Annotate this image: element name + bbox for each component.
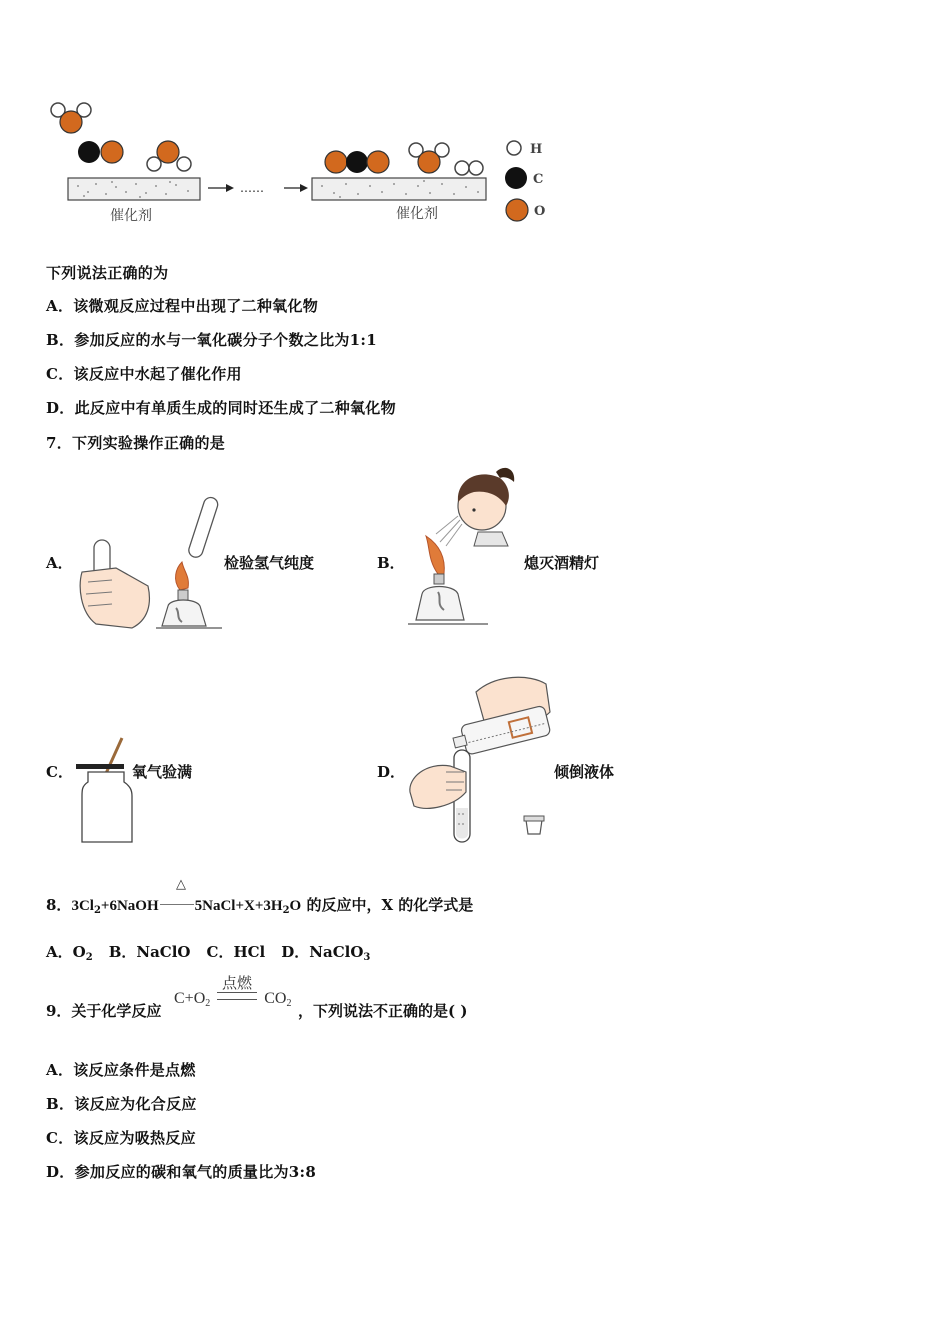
reaction-diagram bbox=[44, 98, 564, 232]
q8-option-c: C．HCl bbox=[206, 943, 266, 961]
q8-stem: 8．$3Cl_2+6NaOH$ $5NaCl+X+3H_2O$ 的反应中，X 的化学式是 bbox=[46, 896, 474, 916]
q6-option-b: B．参加反应的水与一氧化碳分子个数之比为1:1 bbox=[46, 331, 377, 349]
water-molecule-1 bbox=[51, 103, 91, 133]
q7-d-letter: D． bbox=[377, 763, 406, 781]
q9-stem-post: ，下列说法不正确的是( ) bbox=[298, 1002, 468, 1020]
water-molecule-3 bbox=[409, 143, 449, 173]
q7-a-illustration bbox=[72, 494, 232, 636]
q6-option-d: D．此反应中有单质生成的同时还生成了二种氧化物 bbox=[46, 399, 396, 417]
q7-b-illustration bbox=[404, 462, 524, 634]
q7-c-letter: C． bbox=[46, 763, 73, 781]
svg-text:C: C bbox=[533, 172, 544, 187]
q9-option-c: C．该反应为吸热反应 bbox=[46, 1129, 196, 1147]
q8-options bbox=[46, 941, 370, 963]
h2-molecule bbox=[455, 161, 483, 175]
progress-dots: …… bbox=[240, 181, 264, 195]
q7-a-letter: A． bbox=[46, 554, 73, 572]
q8-condition: △ bbox=[176, 876, 186, 891]
catalyst-label-left: 催化剂 bbox=[110, 208, 152, 224]
q9-option-a: A．该反应条件是点燃 bbox=[46, 1061, 196, 1079]
q9-condition: 点燃 bbox=[222, 974, 253, 992]
co2-molecule bbox=[325, 151, 389, 173]
atom-legend bbox=[505, 141, 545, 221]
co-molecule-1 bbox=[78, 141, 123, 163]
q9-option-d: D．参加反应的碳和氧气的质量比为3:8 bbox=[46, 1163, 317, 1181]
q9-equation: $C+O_2$ $CO_2$ bbox=[174, 990, 292, 1009]
q7-stem: 7．下列实验操作正确的是 bbox=[46, 434, 226, 452]
svg-text:H: H bbox=[530, 142, 543, 157]
q6-option-a: A．该微观反应过程中出现了二种氧化物 bbox=[46, 297, 319, 315]
q8-option-a: A．$O_2$ bbox=[46, 943, 93, 963]
q7-d-caption: 倾倒液体 bbox=[554, 763, 615, 781]
q7-d-illustration bbox=[406, 668, 556, 848]
q7-c-caption: 氧气验满 bbox=[132, 763, 193, 781]
q6-stem: 下列说法正确的为 bbox=[46, 264, 169, 282]
q7-c-illustration bbox=[74, 734, 136, 848]
catalyst-label-right: 催化剂 bbox=[396, 206, 438, 222]
q7-b-letter: B． bbox=[377, 554, 405, 572]
q8-option-d: D．NaClO$_3$ bbox=[281, 943, 371, 963]
catalyst-block-left bbox=[68, 178, 200, 200]
q6-option-c: C．该反应中水起了催化作用 bbox=[46, 365, 242, 383]
q9-option-b: B．该反应为化合反应 bbox=[46, 1095, 197, 1113]
catalyst-block-right bbox=[312, 178, 486, 200]
q8-option-b: B．NaClO bbox=[108, 943, 191, 961]
svg-text:O: O bbox=[534, 204, 546, 219]
q7-a-caption: 检验氢气纯度 bbox=[224, 554, 315, 572]
q7-b-caption: 熄灭酒精灯 bbox=[524, 554, 600, 572]
water-molecule-2 bbox=[147, 141, 191, 171]
q9-stem-pre: 9．关于化学反应 bbox=[46, 1002, 162, 1020]
